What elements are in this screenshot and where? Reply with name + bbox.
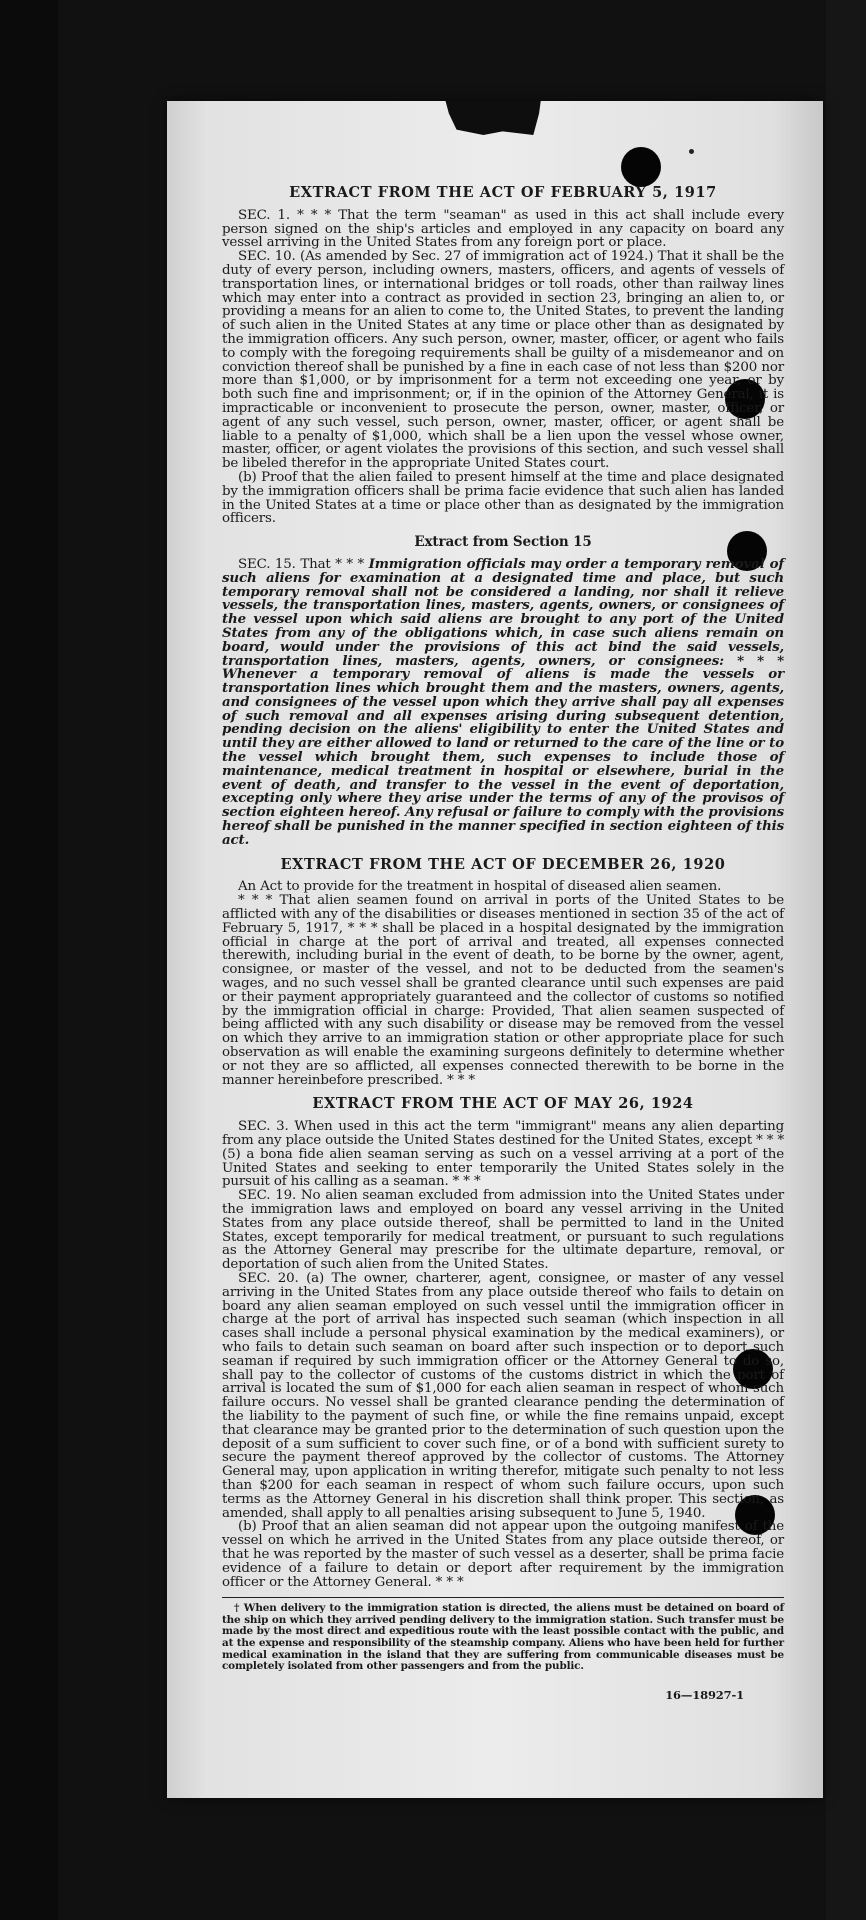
heading-act-1917: EXTRACT FROM THE ACT OF FEBRUARY 5, 1917 [289, 184, 717, 201]
paragraph-sec-15 [222, 555, 784, 848]
paragraph-sec-20-a: SEC. 20. (a) The owner, charterer, agent, consignee, or master of any vessel arriving in the United States from any place outside thereof who fails to detain on board any alien seaman employed on such vessel until the immigration officer in charge at the port of arrival has inspected such seaman (which inspection in all cases shall include a personal physical examination by the medical examiners), or who fails to detain such seaman on board after such inspection or to deport such seaman if required by such immigration officer or the Attorney General to do so, shall pay to the collector of customs of the customs district in which the port of arrival is located the sum of $1,000 for each alien seaman in respect of whom such failure occurs. No vessel shall be granted clearance pending the determination of the liability to the payment of such fine, or while the fine remains unpaid, except that clearance may be granted prior to the determination of such question upon the deposit of a sum sufficient to cover such fine, or of a bond with sufficient surety to secure the payment thereof approved by the collector of customs. The Attorney General may, upon application in writing therefor, mitigate such penalty to not less than $200 for each seaman in respect of whom such failure occurs, upon such terms as the Attorney General in his discretion shall think proper. This section, as amended, shall apply to all penalties arising subsequent to June 5, 1940. [222, 1270, 784, 1521]
heading-act-1920: EXTRACT FROM THE ACT OF DECEMBER 26, 1920 [280, 855, 726, 873]
document-body [222, 186, 784, 1703]
footnote [222, 1603, 784, 1673]
paragraph-sec-10: SEC. 10. (As amended by Sec. 27 of immigration act of 1924.) That it shall be the duty of every person, including owners, masters, officers, and agents of vessels of transportation lines, or international bridges or toll roads, other than railway lines which may enter into a contract as provided in section 23, bringing an alien to, or providing a means for an alien to come to, the United States, to prevent the landing of such alien in the United States at any time or place other than as designated by the immigration officers. Any such person, owner, master, officer, or agent who fails to comply with the foregoing requirements shall be guilty of a misdemeanor and on conviction thereof shall be punished by a fine in each case of not less than $200 nor more than $1,000, or by imprisonment for a term not exceeding one year, or by both such fine and imprisonment; or, if in the opinion of the Attorney General, it is impracticable or inconvenient to prosecute the person, owner, master, officer, or agent of any such vessel, such person, owner, master, officer, or agent shall be liable to a penalty of $1,000, which shall be a lien upon the vessel whose owner, master, officer, or agent violates the provisions of this section, and such vessel shall be libeled therefor in the appropriate United States court. [222, 249, 784, 472]
punch-hole [621, 147, 661, 187]
footnote-text: † When delivery to the immigration station is directed, the aliens must be detained on board of the ship on which they arrived pending delivery to the immigration station. Such transfer must be made by the most direct and expeditious route with the least possible contact with the public, and at the expense and responsibility of the steamship company. Aliens who have been held for further medical examination in the island that they are suffering from communicable diseases must be completely isolated from other passengers and from the public. [222, 1602, 784, 1673]
paragraph-sec-1: SEC. 1. * * * That the term "seaman" as used in this act shall include every person signed on the ship's articles and employed in any capacity on board any vessel arriving in the United States from any foreign port or place. [222, 207, 784, 251]
sec-15-body: Immigration officials may order a temporary removal of such aliens for examination at a designated time and place, but such temporary removal shall not be considered a landing, nor shall it relieve vessels, the transportation lines, masters, agents, owners, or consignees of the vessel upon which said aliens are brought to any port of the United States from any of the obligations which, in case such aliens remain on board, would under the provisions of this act bind the said vessels, transportation lines, masters, agents, owners, or consignees: * * * Whenever a temporary removal of aliens is made the vessels or transportation lines which brought them and the masters, owners, agents, and consignees of the vessel upon which they arrive shall pay all expenses of such removal and all expenses arising during subsequent detention, pending decision on the aliens' eligibility to enter the United States and until they are either allowed to land or returned to the care of the line or to the vessel which brought them, such expenses to include those of maintenance, medical treatment in hospital or elsewhere, burial in the event of death, and transfer to the vessel in the event of deportation, excepting only where they arise under the terms of any of the provisos of section eighteen hereof. Any refusal or failure to comply with the provisions hereof shall be punished in the manner specified in section eighteen of this act. [222, 555, 784, 848]
footnote-divider [222, 1597, 784, 1598]
film-border-right [826, 0, 866, 1920]
torn-edge [445, 101, 541, 135]
paragraph-1920-body: * * * That alien seamen found on arrival in ports of the United States to be afflicted with any of the disabilities or diseases mentioned in section 35 of the act of February 5, 1917, * * * shall be placed in a hospital designated by the immigration official in charge at the port of arrival and treated, all expenses connected therewith, including burial in the event of death, to be borne by the owner, agent, consignee, or master of the vessel, and not to be deducted from the seamen's wages, and no such vessel shall be granted clearance until such expenses are paid or their payment appropriately guaranteed and the collector of customs so notified by the immigration official in charge: Provided, That alien seamen suspected of being afflicted with any such disability or disease may be removed from the vessel on which they arrive to an immigration station or other appropriate place for such observation as will enable the examining surgeons definitely to determine whether or not they are so afflicted, all expenses connected therewith to be borne in the manner hereinbefore prescribed. * * * [222, 893, 784, 1088]
heading-act-1924: EXTRACT FROM THE ACT OF MAY 26, 1924 [312, 1095, 694, 1113]
subheading-section-15: Extract from Section 15 [414, 534, 592, 551]
paragraph-sec-19: SEC. 19. No alien seaman excluded from admission into the United States under the immigration laws and employed on board any vessel arriving in the United States from any place outside thereof, shall be permitted to land in the United States, except temporarily for medical treatment, or pursuant to such regulations as the Attorney General may prescribe for the ultimate departure, removal, or deportation of such alien from the United States. [222, 1188, 784, 1273]
sec-15-lead: SEC. 15. That * * * [238, 556, 364, 572]
paragraph-sec-3: SEC. 3. When used in this act the term "immigrant" means any alien departing from any place outside the United States destined for the United States, except * * * (5) a bona fide alien seaman serving as such on a vessel arriving at a port of the United States and seeking to enter temporarily the United States solely in the pursuit of his calling as a seaman. * * * [222, 1119, 784, 1190]
paragraph-1920-title: An Act to provide for the treatment in hospital of diseased alien seamen. [238, 879, 722, 895]
speck [689, 149, 694, 154]
paragraph-sec-10-b: (b) Proof that the alien failed to present himself at the time and place designated by the immigration officers shall be prima facie evidence that such alien has landed in the United States at a time or place other than as designated by the immigration officers. [222, 469, 784, 527]
form-number: 16—18927-1 [665, 1687, 744, 1702]
film-border-left [0, 0, 58, 1920]
document-page [167, 101, 823, 1798]
paragraph-sec-20-b: (b) Proof that an alien seaman did not appear upon the outgoing manifest of the vessel on which he arrived in the United States from any place outside thereof, or that he was reported by the master of such vessel as a deserter, shall be prima facie evidence of a failure to detain or deport after requirement by the immigration officer or the Attorney General. * * * [222, 1519, 784, 1590]
